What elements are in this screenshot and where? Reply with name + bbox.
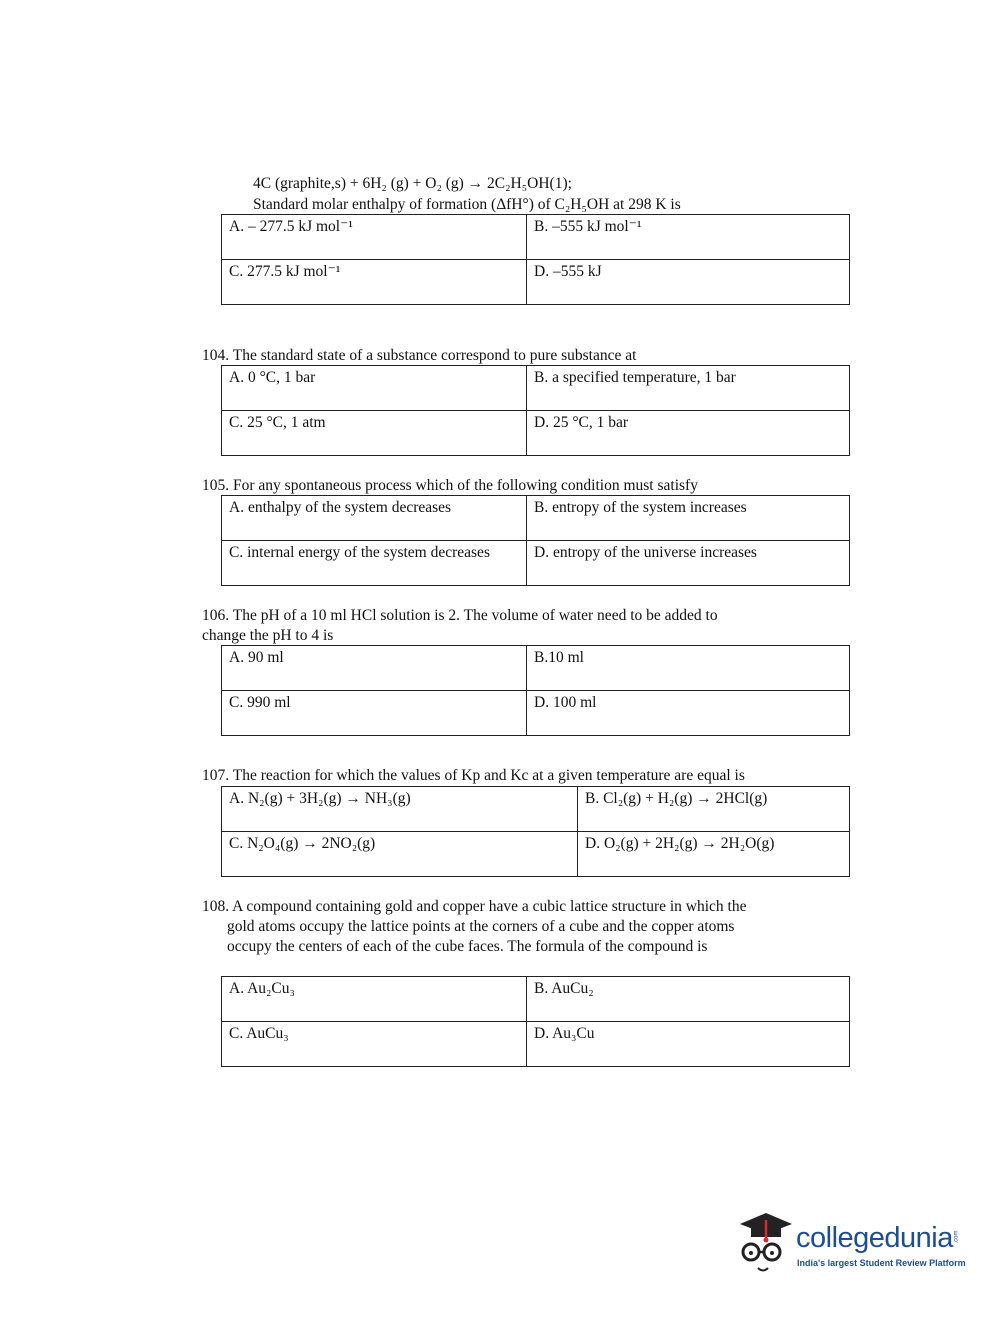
q107-option-d[interactable]: D. O₂(g) + 2H₂(g) → 2H₂O(g) [578, 832, 850, 877]
q108-options [221, 976, 850, 1067]
q106-stem-line1: 106. The pH of a 10 ml HCl solution is 2. The volume of water need to be added to [202, 607, 718, 624]
q108-option-c[interactable]: C. AuCu₃ [222, 1022, 527, 1067]
q108-option-d[interactable]: D. Au₃Cu [527, 1022, 850, 1067]
q104-options [221, 365, 850, 456]
q108-stem-line1: 108. A compound containing gold and copper have a cubic lattice structure in which the [202, 898, 747, 915]
q105-option-b[interactable]: B. entropy of the system increases [527, 496, 850, 541]
q106-option-b[interactable]: B.10 ml [527, 646, 850, 691]
q103-option-d[interactable]: D. –555 kJ [527, 260, 850, 305]
brand-name: collegedunia [796, 1222, 953, 1254]
q106-option-a[interactable]: A. 90 ml [222, 646, 527, 691]
q108-option-a[interactable]: A. Au₂Cu₃ [222, 977, 527, 1022]
q107-options [221, 786, 850, 877]
q103-option-c[interactable]: C. 277.5 kJ mol⁻¹ [222, 260, 527, 305]
q105-option-d[interactable]: D. entropy of the universe increases [527, 541, 850, 586]
q104-stem: 104. The standard state of a substance correspond to pure substance at [202, 347, 637, 364]
q108-stem-line2: gold atoms occupy the lattice points at the corners of a cube and the copper atoms [227, 918, 735, 935]
q104-option-c[interactable]: C. 25 °C, 1 atm [222, 411, 527, 456]
q105-options [221, 495, 850, 586]
q106-stem-line2: change the pH to 4 is [202, 627, 334, 644]
q108-option-b[interactable]: B. AuCu₂ [527, 977, 850, 1022]
q108-stem-line3: occupy the centers of each of the cube faces. The formula of the compound is [227, 938, 708, 955]
q107-option-c[interactable]: C. N₂O₄(g) → 2NO₂(g) [222, 832, 578, 877]
q104-option-d[interactable]: D. 25 °C, 1 bar [527, 411, 850, 456]
brand-dotcom: .com [953, 1230, 960, 1244]
q107-option-a[interactable]: A. N₂(g) + 3H₂(g) → NH₃(g) [222, 787, 578, 832]
q103-stem: Standard molar enthalpy of formation (ΔfH°) of C₂H₅OH at 298 K is [253, 196, 681, 213]
brand-tagline: India's largest Student Review Platform [797, 1258, 966, 1268]
q104-option-a[interactable]: A. 0 °C, 1 bar [222, 366, 527, 411]
q106-option-c[interactable]: C. 990 ml [222, 691, 527, 736]
q105-option-c[interactable]: C. internal energy of the system decreases [222, 541, 527, 586]
graduate-mascot-icon [740, 1213, 792, 1271]
q107-stem: 107. The reaction for which the values of Kp and Kc at a given temperature are equal is [202, 767, 745, 784]
q104-option-b[interactable]: B. a specified temperature, 1 bar [527, 366, 850, 411]
q103-option-b[interactable]: B. –555 kJ mol⁻¹ [527, 215, 850, 260]
q103-equation: 4C (graphite,s) + 6H₂ (g) + O₂ (g) → 2C₂H₅OH(1); [253, 175, 572, 192]
q105-option-a[interactable]: A. enthalpy of the system decreases [222, 496, 527, 541]
q106-option-d[interactable]: D. 100 ml [527, 691, 850, 736]
q103-options [221, 214, 850, 305]
q106-options [221, 645, 850, 736]
q103-option-a[interactable]: A. – 277.5 kJ mol⁻¹ [222, 215, 527, 260]
q105-stem: 105. For any spontaneous process which of the following condition must satisfy [202, 477, 698, 494]
q107-option-b[interactable]: B. Cl₂(g) + H₂(g) → 2HCl(g) [578, 787, 850, 832]
